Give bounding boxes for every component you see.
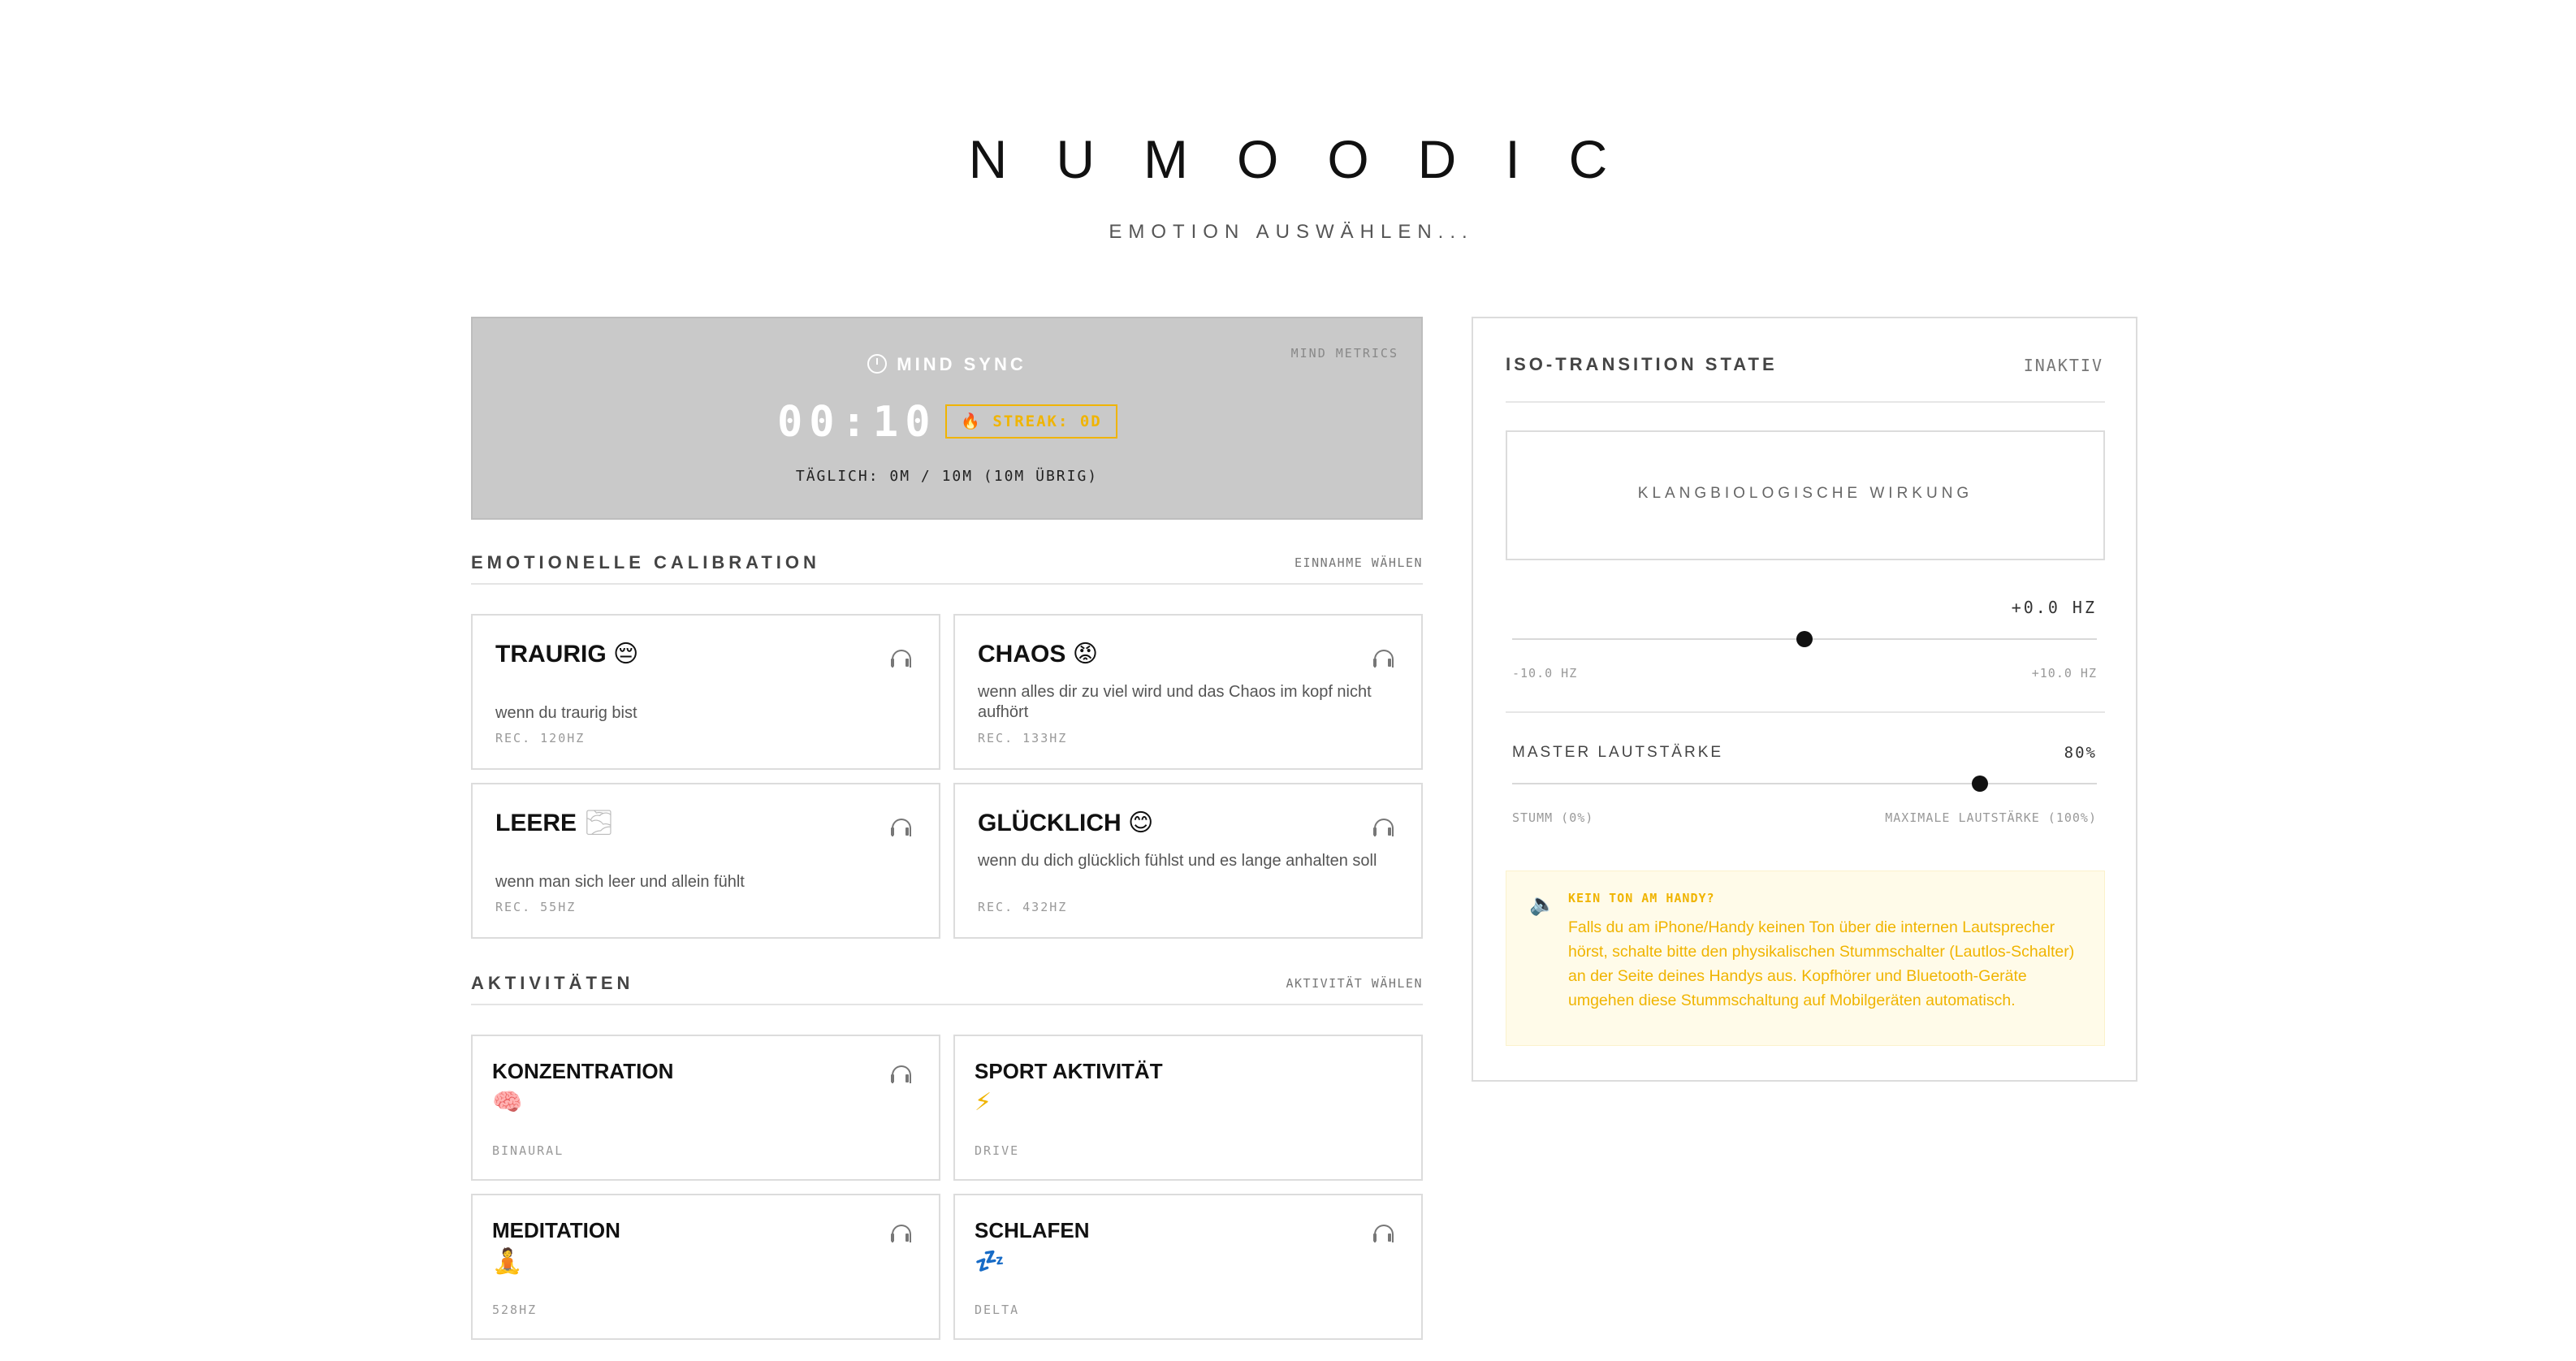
emotion-card-leere[interactable] [471, 783, 940, 939]
card-title: SPORT AKTIVITÄT [975, 1059, 1163, 1083]
headphones-icon [892, 1065, 911, 1083]
card-title: MEDITATION [492, 1218, 620, 1242]
hz-slider[interactable] [1512, 638, 2097, 640]
hz-min-label: -10.0 HZ [1512, 666, 1578, 680]
hz-slider-thumb[interactable] [1796, 631, 1813, 647]
mobile-sound-notice [1506, 871, 2105, 1046]
mind-sync-panel [471, 317, 1423, 520]
card-title: CHAOS 😡 [978, 640, 1098, 668]
volume-value: 80% [2064, 744, 2097, 762]
card-description: wenn man sich leer und allein fühlt [495, 873, 745, 891]
headphones-icon [892, 1225, 911, 1242]
divider [1506, 711, 2105, 713]
emotion-card-traurig[interactable] [471, 614, 940, 770]
emotion-card-gluecklich[interactable] [953, 783, 1423, 939]
calibration-header [471, 552, 1423, 585]
calibration-title: EMOTIONELLE CALIBRATION [471, 552, 820, 572]
calibration-action: EINNAHME WÄHLEN [1294, 555, 1423, 570]
card-subtitle: DRIVE [975, 1143, 1020, 1158]
lightning-icon: ⚡ [975, 1088, 992, 1117]
notice-title: KEIN TON AM HANDY? [1568, 891, 1715, 905]
daily-progress: TÄGLICH: 0M / 10M (10M ÜBRIG) [795, 468, 1099, 485]
mind-sync-label: MIND SYNC [897, 354, 1027, 374]
mind-metrics-link[interactable]: MIND METRICS [1290, 346, 1398, 361]
speaker-icon: 🔈 [1529, 892, 1556, 917]
card-description: wenn alles dir zu viel wird und das Chaos im kopf nicht aufhört [978, 683, 1372, 721]
card-title: LEERE 🌫 [495, 809, 615, 837]
iso-state-badge: INAKTIV [2023, 356, 2103, 375]
hz-value: +0.0 HZ [2011, 598, 2097, 617]
fog-icon: 🌫 [583, 809, 615, 837]
activity-card-meditation[interactable] [471, 1194, 940, 1340]
card-description: wenn du traurig bist [495, 704, 638, 722]
card-frequency: REC. 432HZ [978, 900, 1068, 914]
activity-card-konzentration[interactable] [471, 1035, 940, 1181]
headphones-icon [1374, 1225, 1394, 1242]
brand-logo: NUMOODIC [968, 129, 1657, 189]
hz-max-label: +10.0 HZ [2031, 666, 2097, 680]
volume-max-label: MAXIMALE LAUTSTÄRKE (100%) [1885, 810, 2097, 825]
volume-slider-thumb[interactable] [1972, 776, 1988, 792]
card-title: TRAURIG 😔 [495, 640, 639, 668]
card-frequency: REC. 55HZ [495, 900, 577, 914]
divider [1506, 401, 2105, 403]
headphones-icon [892, 650, 911, 668]
iso-transition-panel [1472, 317, 2137, 1082]
headphones-icon [1374, 819, 1394, 836]
card-frequency: REC. 120HZ [495, 731, 586, 745]
activity-card-sport[interactable] [953, 1035, 1423, 1181]
activities-title: AKTIVITÄTEN [471, 973, 634, 993]
card-subtitle: BINAURAL [492, 1143, 564, 1158]
volume-min-label: STUMM (0%) [1512, 810, 1594, 825]
smiling-face-icon: 😊 [1128, 809, 1154, 837]
iso-panel-title: ISO-TRANSITION STATE [1506, 354, 1778, 374]
angry-face-icon: 😡 [1072, 640, 1098, 668]
headphones-icon [1374, 650, 1394, 668]
mind-sync-title [473, 354, 1421, 375]
emotion-card-chaos[interactable] [953, 614, 1423, 770]
card-title: GLÜCKLICH 😊 [978, 809, 1154, 837]
activity-card-schlafen[interactable] [953, 1194, 1423, 1340]
card-frequency: REC. 133HZ [978, 731, 1068, 745]
volume-label: MASTER LAUTSTÄRKE [1512, 744, 1724, 761]
sad-face-icon: 😔 [613, 640, 639, 668]
volume-slider[interactable] [1512, 783, 2097, 784]
card-title: SCHLAFEN [975, 1218, 1090, 1242]
page-subtitle: EMOTION AUSWÄHLEN... [1109, 221, 1474, 243]
sound-effect-box: KLANGBIOLOGISCHE WIRKUNG [1506, 430, 2105, 560]
card-subtitle: DELTA [975, 1303, 1020, 1317]
activities-header [471, 973, 1423, 1005]
card-subtitle: 528HZ [492, 1303, 538, 1317]
card-title: KONZENTRATION [492, 1059, 674, 1083]
clock-icon [867, 354, 887, 374]
session-timer: 00:10 [777, 398, 937, 447]
headphones-icon [892, 819, 911, 836]
brain-icon: 🧠 [492, 1088, 523, 1117]
meditation-icon: 🧘 [492, 1247, 523, 1276]
notice-body: Falls du am iPhone/Handy keinen Ton über die internen Lautsprecher hörst, schalte bitte den physikalischen Stummschalter (Lautlos-Schalter) an der Seite deines Handys aus. Kopfhörer und Bluetooth-Geräte umgehen diese Stummschaltung auf Mobilgeräten automatisch. [1568, 918, 2075, 1009]
activities-action: AKTIVITÄT WÄHLEN [1286, 976, 1423, 991]
sleep-icon: 💤 [975, 1247, 1005, 1276]
streak-badge: 🔥 STREAK: 0D [945, 404, 1117, 439]
card-description: wenn du dich glücklich fühlst und es lange anhalten soll [978, 852, 1377, 870]
